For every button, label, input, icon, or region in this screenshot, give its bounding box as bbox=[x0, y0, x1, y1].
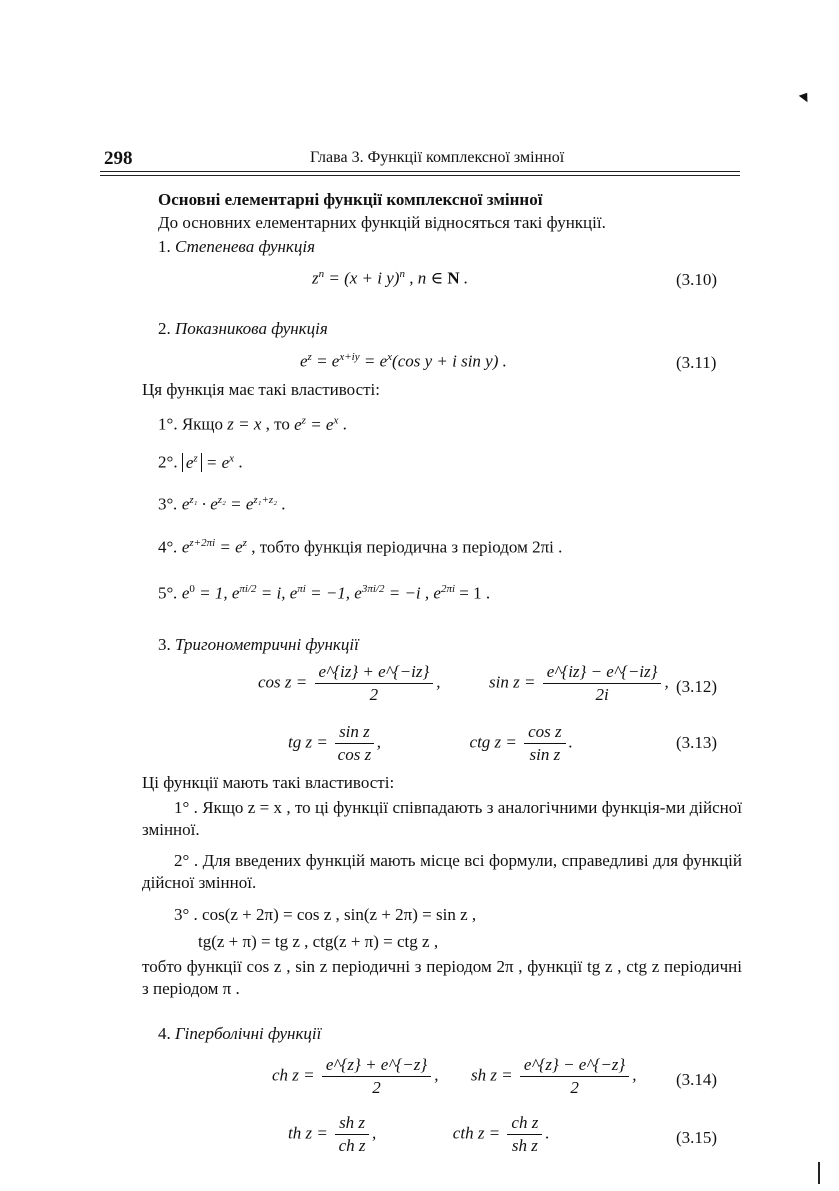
fraction bbox=[507, 1113, 542, 1156]
prop-formula: e bbox=[294, 414, 302, 434]
prop-formula: = e bbox=[225, 494, 254, 514]
fraction-numerator: e^{z} + e^{−z} bbox=[322, 1055, 431, 1077]
header-rule-2 bbox=[100, 175, 740, 176]
item-1-heading bbox=[158, 237, 315, 257]
prop-formula: e bbox=[185, 452, 194, 472]
prop-formula: = −i , e bbox=[384, 583, 441, 603]
eq-sup: z+2πi bbox=[189, 537, 216, 549]
prop-text: . bbox=[234, 452, 243, 472]
fraction bbox=[543, 662, 662, 705]
prop-num: 4° bbox=[158, 537, 174, 557]
prop-text: . bbox=[173, 452, 182, 472]
item-3-heading bbox=[158, 635, 359, 655]
eq-sup: z₁ bbox=[189, 494, 198, 506]
eq-part: = (x + i y) bbox=[324, 268, 400, 288]
eq-sup: z bbox=[242, 537, 247, 549]
fraction bbox=[335, 1113, 369, 1156]
property-1 bbox=[158, 414, 347, 435]
eq-sup: x bbox=[387, 351, 393, 363]
prop-text: , тобто функція періодична з періодом 2πi . bbox=[246, 537, 563, 557]
trig-property-3-line-2: tg(z + π) = tg z , ctg(z + π) = ctg z , bbox=[198, 932, 439, 951]
eq-lhs: cth z = bbox=[452, 1123, 501, 1143]
equation-label: (3.11) bbox=[676, 353, 717, 372]
eq-sup: x bbox=[229, 452, 235, 464]
property-3 bbox=[158, 494, 286, 515]
prop-text: . bbox=[338, 414, 347, 434]
fraction-denominator: sin z bbox=[529, 745, 561, 764]
item-title: Тригонометричні функції bbox=[175, 635, 359, 654]
equation-3-12: cos z = $\frac{e\^{}\{iz\} + e\^{}\{-iz\}}{2}$ , sin z = $\frac{e\^{}\{iz\} - e\^{}\{-iz\}}{2i}$ , bbox=[258, 662, 669, 704]
eq-part: . bbox=[459, 268, 469, 288]
naturals-symbol: N bbox=[447, 268, 460, 288]
property-5 bbox=[158, 583, 490, 604]
absolute-value bbox=[182, 453, 202, 472]
item-number: 3. bbox=[158, 635, 171, 654]
eq-sup: z₁+z₂ bbox=[253, 494, 278, 506]
eq-lhs: ch z = bbox=[272, 1065, 315, 1085]
prop-formula: z = x bbox=[227, 414, 262, 434]
trig-properties-intro: Ці функції мають такі властивості: bbox=[142, 773, 395, 792]
prop-formula: . e bbox=[173, 494, 190, 514]
page-header bbox=[100, 148, 740, 170]
eq-lhs: cos z = bbox=[258, 672, 308, 692]
item-number: 2. bbox=[158, 319, 171, 338]
property-2 bbox=[158, 452, 243, 473]
corner-mark bbox=[799, 93, 811, 105]
properties-intro: Ця функція має такі властивості: bbox=[142, 380, 380, 399]
eq-sup: 3πi/2 bbox=[361, 583, 385, 595]
fraction bbox=[520, 1055, 629, 1098]
equation-3-15: th z = $\frac{\text{sh z}}{\text{ch z}}$ , cth z = $\frac{\text{ch z}}{\text{sh z}}$ . bbox=[288, 1113, 550, 1155]
eq-sup: z₂ bbox=[217, 494, 226, 506]
fraction bbox=[524, 722, 566, 765]
fraction-numerator: cos z bbox=[524, 722, 566, 744]
eq-sup: πi/2 bbox=[239, 583, 257, 595]
eq-part: = e bbox=[359, 351, 388, 371]
fraction-numerator: sin z bbox=[335, 722, 374, 744]
eq-sup: z bbox=[193, 452, 198, 464]
page-number: 298 bbox=[104, 148, 133, 169]
equation-label: (3.10) bbox=[676, 270, 718, 289]
eq-part: , n ∈ bbox=[404, 268, 448, 288]
fraction-denominator: ch z bbox=[338, 1136, 366, 1155]
equation-label: (3.14) bbox=[676, 1070, 718, 1089]
eq-sup: n bbox=[318, 268, 325, 280]
equation-label: (3.12) bbox=[676, 677, 718, 696]
prop-text: , то bbox=[261, 414, 295, 434]
eq-part: = e bbox=[311, 351, 340, 371]
fraction-denominator: 2 bbox=[372, 1078, 381, 1097]
eq-part: (cos y + i sin y) . bbox=[392, 351, 507, 371]
eq-lhs: tg z = bbox=[288, 732, 328, 752]
fraction-denominator: cos z bbox=[337, 745, 372, 764]
eq-lhs: th z = bbox=[288, 1123, 328, 1143]
prop-formula: = e bbox=[201, 452, 230, 472]
section-title: Основні елементарні функції комплексної змінної bbox=[158, 190, 543, 209]
edge-mark bbox=[818, 1162, 820, 1184]
eq-lhs: sh z = bbox=[470, 1065, 513, 1085]
eq-lhs: sin z = bbox=[489, 672, 536, 692]
fraction-numerator: e^{iz} − e^{−iz} bbox=[543, 662, 662, 684]
equation-3-11 bbox=[300, 351, 507, 372]
equation-label: (3.13) bbox=[676, 733, 718, 752]
prop-formula: . e bbox=[173, 537, 190, 557]
item-title: Гіперболічні функції bbox=[175, 1024, 322, 1043]
prop-formula: = e bbox=[215, 537, 243, 557]
fraction bbox=[315, 662, 434, 705]
running-title: Глава 3. Функції комплексної змінної bbox=[310, 149, 565, 166]
eq-sup: πi bbox=[297, 583, 306, 595]
fraction bbox=[322, 1055, 431, 1098]
trig-property-2: 2° . Для введених функцій мають місце всі формули, справедливі для функцій дійсної змінної. bbox=[142, 851, 742, 892]
fraction-denominator: 2 bbox=[570, 1078, 579, 1097]
prop-text: . bbox=[277, 494, 286, 514]
section-intro: До основних елементарних функцій відносяться такі функції. bbox=[158, 213, 606, 232]
prop-formula: . e bbox=[173, 583, 190, 603]
eq-sup: z bbox=[301, 414, 306, 426]
eq-sup: x bbox=[333, 414, 339, 426]
eq-lhs: ctg z = bbox=[469, 732, 517, 752]
item-number: 1. bbox=[158, 237, 171, 256]
item-title: Степенева функція bbox=[175, 237, 316, 256]
prop-formula: = e bbox=[305, 414, 334, 434]
header-rule bbox=[100, 171, 740, 172]
equation-3-13: tg z = $\frac{\text{sin z}}{\text{cos z}}$ , ctg z = $\frac{\text{cos z}}{\text{sin z}}$ . bbox=[288, 722, 573, 764]
property-4 bbox=[158, 537, 562, 558]
eq-part: z bbox=[312, 268, 319, 288]
eq-sup: 2πi bbox=[440, 583, 456, 595]
fraction-numerator: ch z bbox=[507, 1113, 542, 1135]
trig-property-3-text: тобто функції cos z , sin z періодичні з періодом 2π , функції tg z , ctg z періодичні з періодом π . bbox=[142, 957, 742, 998]
item-number: 4. bbox=[158, 1024, 171, 1043]
eq-sup: z bbox=[307, 351, 312, 363]
prop-num: 5° bbox=[158, 583, 174, 603]
fraction-numerator: e^{z} − e^{−z} bbox=[520, 1055, 629, 1077]
fraction-numerator: e^{iz} + e^{−iz} bbox=[315, 662, 434, 684]
fraction-denominator: 2 bbox=[369, 685, 379, 704]
fraction bbox=[335, 722, 374, 765]
equation-label: (3.15) bbox=[676, 1128, 718, 1147]
fraction-denominator: 2i bbox=[595, 685, 609, 704]
eq-sup: n bbox=[399, 268, 405, 280]
eq-sup: 0 bbox=[189, 583, 195, 595]
prop-formula: · e bbox=[197, 494, 218, 514]
item-2-heading bbox=[158, 319, 328, 339]
prop-formula: = −1, e bbox=[305, 583, 362, 603]
trig-property-1: 1° . Якщо z = x , то ці функції співпадають з аналогічними функція-ми дійсної змінної. bbox=[142, 798, 742, 839]
prop-num: 3° bbox=[158, 494, 174, 514]
fraction-numerator: sh z bbox=[335, 1113, 369, 1135]
fraction-denominator: sh z bbox=[511, 1136, 538, 1155]
item-4-heading bbox=[158, 1024, 321, 1044]
equation-3-10 bbox=[312, 268, 468, 289]
prop-num: 1° bbox=[158, 414, 174, 434]
eq-part: e bbox=[300, 351, 308, 371]
eq-sup: x+iy bbox=[339, 351, 360, 363]
item-title: Показникова функція bbox=[175, 319, 328, 338]
prop-text: . Якщо bbox=[173, 414, 228, 434]
prop-text: = 1 . bbox=[455, 583, 491, 603]
prop-formula: = i, e bbox=[256, 583, 298, 603]
prop-num: 2° bbox=[158, 452, 174, 472]
trig-property-3-line-1: 3° . cos(z + 2π) = cos z , sin(z + 2π) = sin z , bbox=[174, 905, 477, 924]
equation-3-14: ch z = $\frac{e\^{}\{z\} + e\^{}\{-z\}}{2}$ , sh z = $\frac{e\^{}\{z\} - e\^{}\{-z\}}{2}$ , bbox=[272, 1055, 637, 1097]
prop-formula: = 1, e bbox=[194, 583, 240, 603]
